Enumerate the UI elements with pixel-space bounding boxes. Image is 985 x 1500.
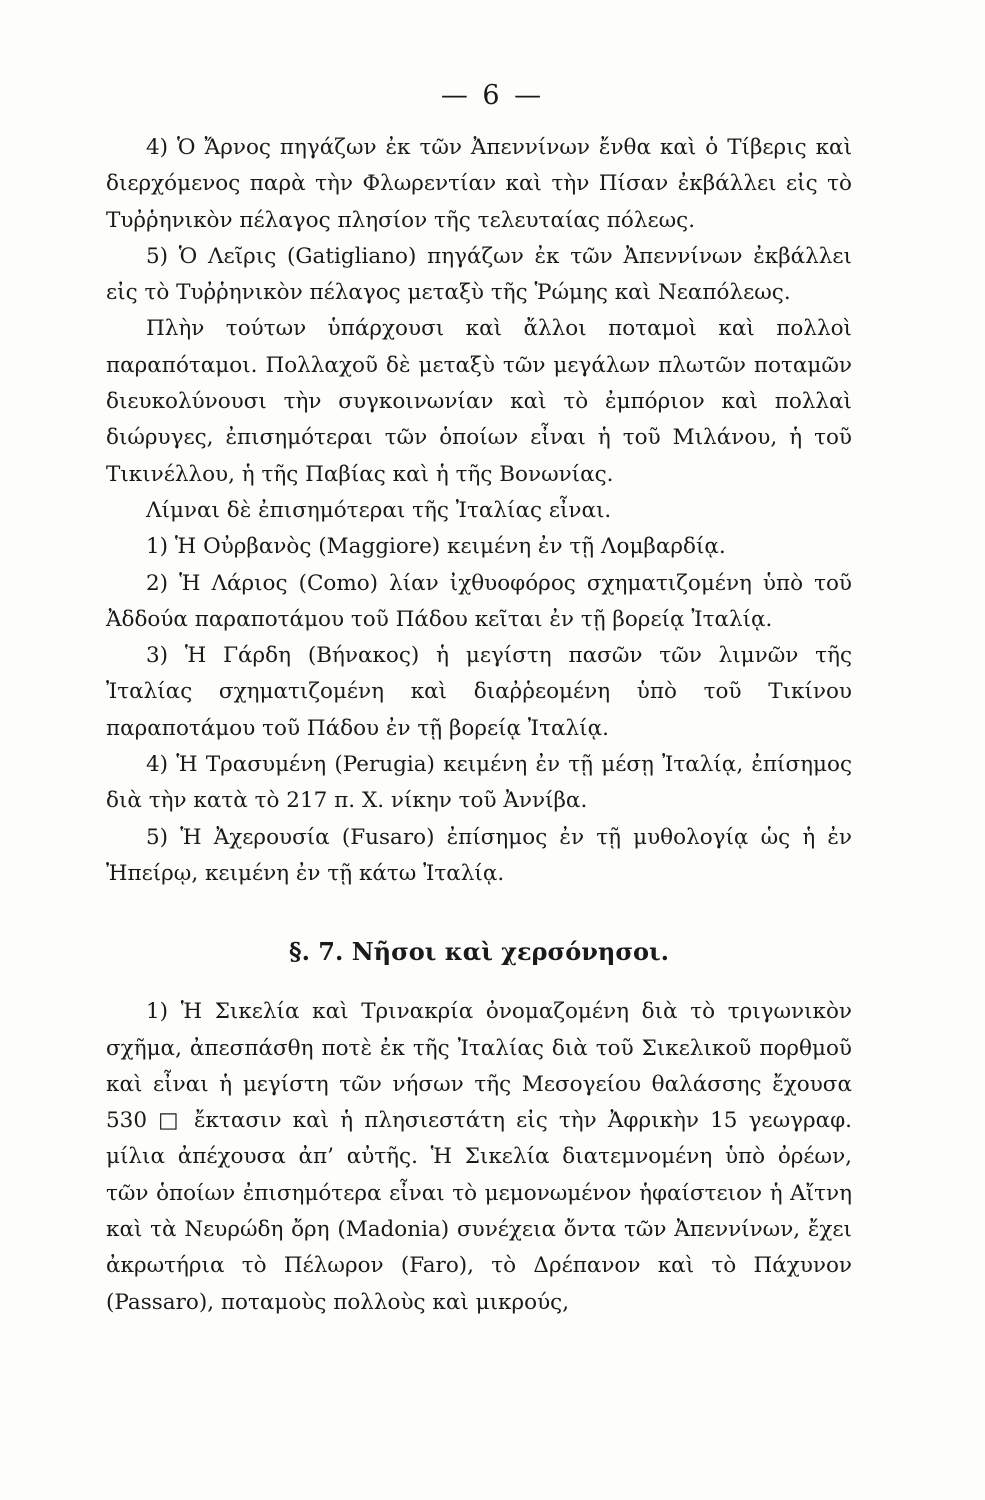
lake-trasimeno-paragraph: 4) Ἡ Τρασυμένη (Perugia) κειμένη ἐν τῇ μέσῃ Ἰταλίᾳ, ἐπίσημος διὰ τὴν κατὰ τὸ 217 π. Χ. νίκην τοῦ Ἀννίβα. <box>106 752 852 814</box>
river-arno-paragraph: 4) Ὁ Ἄρνος πηγάζων ἐκ τῶν Ἀπεννίνων ἔνθα καὶ ὁ Τίβερις καὶ διερχόμενος παρὰ τὴν Φλωρεντίαν καὶ τὴν Πίσαν ἐκβάλλει εἰς τὸ Τυῤῥηνικὸν πέλαγος πλησίον τῆς τελευταίας πόλεως. <box>106 135 852 233</box>
page-number: — 6 — <box>440 80 545 111</box>
other-rivers-paragraph: Πλὴν τούτων ὑπάρχουσι καὶ ἄλλοι ποταμοὶ καὶ πολλοὶ παραπόταμοι. Πολλαχοῦ δὲ μεταξὺ τῶν μεγάλων πλωτῶν ποταμῶν διευκολύνουσι τὴν συγκοινωνίαν καὶ τὸ ἐμπόριον καὶ πολλαὶ διώρυγες, ἐπισημότεραι τῶν ὁποίων εἶναι ἡ τοῦ Μιλάνου, ἡ τοῦ Τικινέλλου, ἡ τῆς Παβίας καὶ ἡ τῆς Βονωνίας. <box>106 316 852 487</box>
lake-garda-paragraph: 3) Ἡ Γάρδη (Βήνακος) ἡ μεγίστη πασῶν τῶν λιμνῶν τῆς Ἰταλίας σχηματιζομένη καὶ διαῤῥεομένη ὑπὸ τοῦ Τικίνου παραποτάμου τοῦ Πάδου ἐν τῇ βορείᾳ Ἰταλίᾳ. <box>106 643 852 741</box>
lake-acherusia-paragraph: 5) Ἡ Ἀχερουσία (Fusaro) ἐπίσημος ἐν τῇ μυθολογίᾳ ὡς ἡ ἐν Ἠπείρῳ, κειμένη ἐν τῇ κάτω Ἰταλίᾳ. <box>106 824 852 886</box>
sicily-paragraph: 1) Ἡ Σικελία καὶ Τρινακρία ὀνομαζομένη διὰ τὸ τριγωνικὸν σχῆμα, ἀπεσπάσθη ποτὲ ἐκ τῆς Ἰταλίας διὰ τοῦ Σικελικοῦ πορθμοῦ καὶ εἶναι ἡ μεγίστη τῶν νήσων τῆς Μεσογείου θαλάσσης ἔχουσα 530 □ ἔκτασιν καὶ ἡ πλησιεστάτη εἰς τὴν Ἀφρικὴν 15 γεωγραφ. μίλια ἀπέχουσα ἀπ’ αὐτῆς. Ἡ Σικελία διατεμνομένη ὑπὸ ὀρέων, τῶν ὁποίων ἐπισημότερα εἶναι τὸ μεμονωμένον ἡφαίστειον ἡ Αἴτνη καὶ τὰ Νευρώδη ὄρη (Madonia) συνέχεια ὄντα τῶν Ἀπεννίνων, ἔχει ἀκρωτήρια τὸ Πέλωρον (Faro), τὸ Δρέπανον καὶ τὸ Πάχυνον (Passaro), ποταμοὺς πολλοὺς καὶ μικρούς, <box>106 999 852 1315</box>
text-column <box>106 130 852 1321</box>
lakes-intro: Λίμναι δὲ ἐπισημότεραι τῆς Ἰταλίας εἶναι. <box>146 497 612 523</box>
lake-como-paragraph: 2) Ἡ Λάριος (Como) λίαν ἰχθυοφόρος σχηματιζομένη ὑπὸ τοῦ Ἀδδούα παραποτάμου τοῦ Πάδου κεῖται ἐν τῇ βορείᾳ Ἰταλίᾳ. <box>106 570 852 632</box>
section-heading: §. 7. Νῆσοι καὶ χερσόνησοι. <box>289 937 669 967</box>
river-liris-paragraph: 5) Ὁ Λεῖρις (Gatigliano) πηγάζων ἐκ τῶν Ἀπεννίνων ἐκβάλλει εἰς τὸ Τυῤῥηνικὸν πέλαγος μεταξὺ τῆς Ῥώμης καὶ Νεαπόλεως. <box>106 243 852 306</box>
lake-maggiore-paragraph: 1) Ἡ Οὐρβανὸς (Maggiore) κειμένη ἐν τῇ Λομβαρδίᾳ. <box>146 534 726 560</box>
